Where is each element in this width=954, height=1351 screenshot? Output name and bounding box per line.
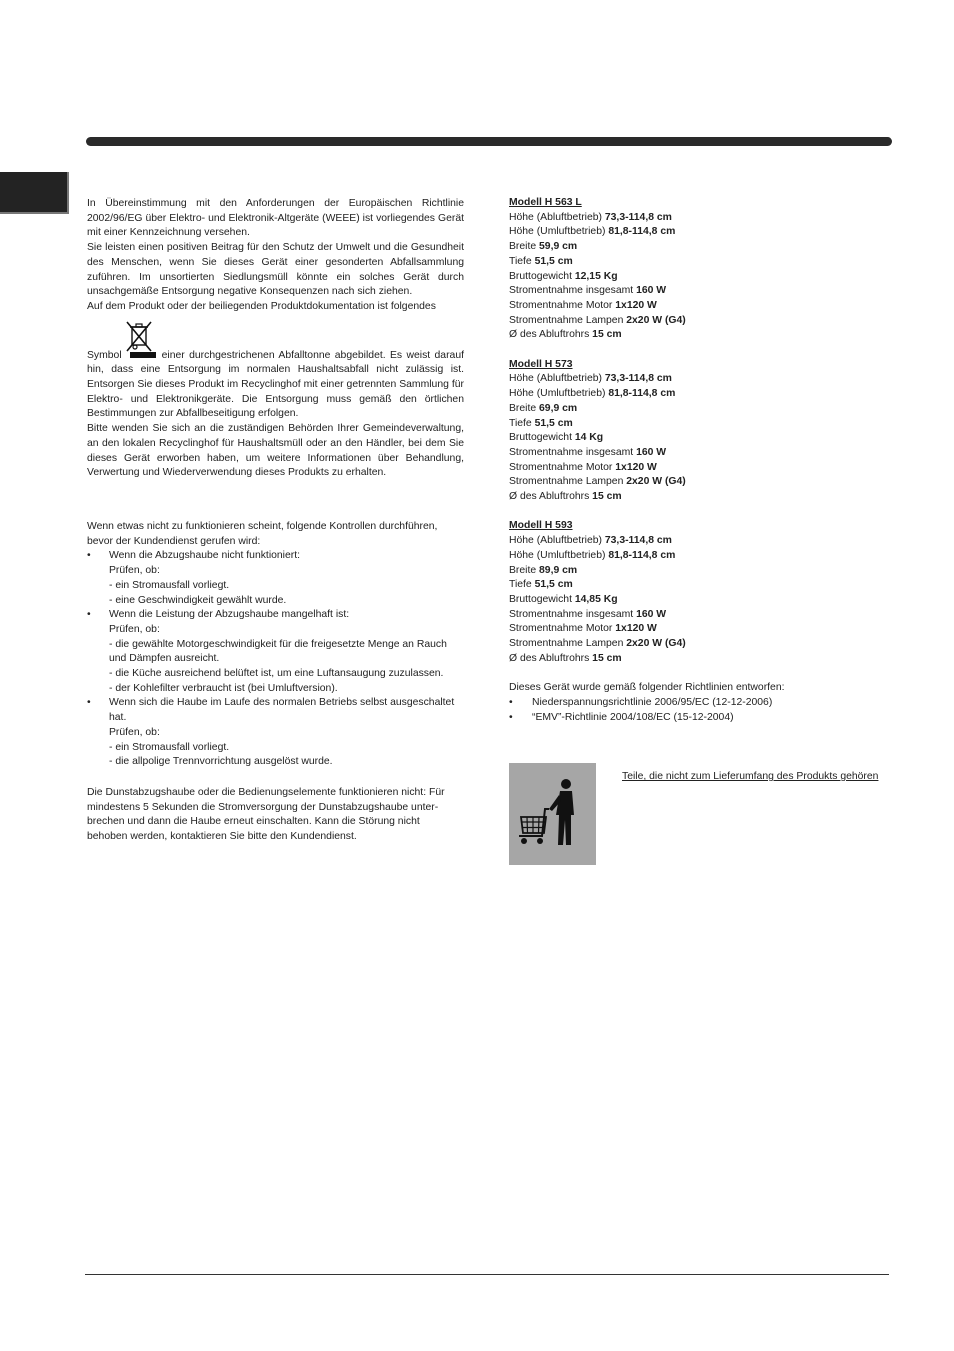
model-block-1 (509, 196, 899, 343)
directive-1 (509, 696, 899, 711)
spec-power-total: Stromentnahme insgesamt 160 W (509, 608, 667, 620)
spec-weight: Bruttogewicht 14,85 Kg (509, 593, 618, 605)
spec-power-motor: Stromentnahme Motor 1x120 W (509, 461, 657, 473)
trouble-item-3-title-a: Wenn sich die Haube im Laufe des normalen Betriebs selbst ausgeschaltet (109, 697, 455, 709)
header-bar (86, 137, 892, 146)
symbol-description: einer durchgestrichenen Abfalltonne abgebildet. Es weist darauf hin, dass eine Entsorgung im normalen Haushaltsabfall nicht zulässig ist. Entsorgen Sie dieses Produkt im Recyclinghof mit einer getrennten Sammlung für Elektro- und Elektronikgeräte. Die Entsorgung muss gemäß den örtlichen Bestimmungen zur Abfallbeseitigung erfolgen. (87, 349, 464, 420)
spec-weight: Bruttogewicht 12,15 Kg (509, 270, 618, 282)
trouble-item-3-sub-1: - ein Stromausfall vorliegt. (109, 741, 230, 753)
weee-paragraph-1: In Übereinstimmung mit den Anforderungen der Europäischen Richtlinie 2002/96/EG über Elektro- und Elektronik-Altgeräte (WEEE) ist vorliegendes Gerät mit einer Kennzeichnung versehen. (87, 198, 464, 239)
reset-line-2: mindestens 5 Sekunden die Stromversorgung der Dunstabzugshaube unter- (87, 801, 439, 813)
spec-width: Breite 69,9 cm (509, 402, 578, 414)
symbol-bar-icon (130, 352, 156, 358)
spec-height-exhaust: Höhe (Abluftbetrieb) 73,3-114,8 cm (509, 535, 672, 547)
spec-duct-diameter: Ø des Abluftrohrs 15 cm (509, 652, 622, 664)
bullet: • (509, 696, 513, 708)
model-block-3 (509, 519, 899, 666)
spec-power-lamps: Stromentnahme Lampen 2x20 W (G4) (509, 638, 686, 650)
trouble-item-2 (87, 608, 464, 623)
directive-2-text: “EMV”-Richtlinie 2004/108/EC (15-12-2004) (532, 711, 734, 723)
trouble-item-3-title-b: hat. (109, 712, 127, 724)
spec-height-recirc: Höhe (Umluftbetrieb) 81,8-114,8 cm (509, 549, 676, 561)
spec-duct-diameter: Ø des Abluftrohrs 15 cm (509, 491, 622, 503)
directive-2 (509, 711, 899, 726)
weee-paragraph-2: Sie leisten einen positiven Beitrag für den Schutz der Umwelt und die Gesundheit des Menschen, wenn Sie dieses Gerät einer gesonderten Abfallsammlung zuführen. Im unsortierten Siedlungsmüll könnte ein solches Gerät durch unsachgemäße Entsorgung negative Konsequenzen nach sich ziehen. (87, 242, 464, 298)
language-tab (0, 172, 69, 214)
trouble-item-2-title: Wenn die Leistung der Abzugshaube mangelhaft ist: (109, 609, 350, 621)
model-title: Modell H 563 L (509, 197, 582, 208)
reset-line-4: behoben werden, kontaktieren Sie bitte den Kundendienst. (87, 831, 357, 843)
spec-power-total: Stromentnahme insgesamt 160 W (509, 446, 667, 458)
bullet: • (509, 711, 513, 723)
trouble-item-3 (87, 696, 464, 711)
spec-width: Breite 89,9 cm (509, 564, 578, 576)
directive-1-text: Niederspannungsrichtlinie 2006/95/EC (12-12-2006) (532, 696, 773, 708)
trouble-item-1-check: Prüfen, ob: (109, 565, 160, 577)
spec-weight: Bruttogewicht 14 Kg (509, 432, 604, 444)
reset-section (87, 786, 464, 845)
footer-line (85, 1274, 889, 1275)
weee-paragraph-3: Auf dem Produkt oder der beiliegenden Produktdokumentation ist folgendes (87, 300, 436, 312)
directives-intro: Dieses Gerät wurde gemäß folgender Richtlinien entworfen: (509, 682, 785, 694)
spec-height-recirc: Höhe (Umluftbetrieb) 81,8-114,8 cm (509, 226, 676, 238)
trouble-item-2-sub-1b: und Dämpfen ausreicht. (109, 653, 220, 665)
spec-depth: Tiefe 51,5 cm (509, 579, 573, 591)
trouble-item-1-sub-1: - ein Stromausfall vorliegt. (109, 579, 230, 591)
reset-line-3: brechen und dann die Haube erneut einschalten. Kann die Störung nicht (87, 816, 420, 828)
trouble-intro-2: bevor der Kundendienst gerufen wird: (87, 535, 261, 547)
trouble-item-1-title: Wenn die Abzugshaube nicht funktioniert: (109, 550, 301, 562)
spec-height-exhaust: Höhe (Abluftbetrieb) 73,3-114,8 cm (509, 373, 672, 385)
model-title: Modell H 593 (509, 520, 573, 532)
shopping-cart-person-icon (509, 763, 596, 865)
cart-person-drawing (509, 763, 596, 865)
bullet: • (87, 697, 91, 709)
bullet: • (87, 609, 91, 621)
weee-paragraph-4 (87, 349, 464, 423)
weee-paragraph-5: Bitte wenden Sie sich an die zuständigen Behörden Ihrer Gemeindeverwaltung, an den lokalen Recyclinghof für Haushaltsmüll oder an den Händler, bei dem Sie dieses Gerät erworben haben, um weitere Informationen über Behandlung, Verwertung und Wiederverwendung dieses Produkts zu erhalten. (87, 423, 464, 479)
trouble-item-3-check: Prüfen, ob: (109, 726, 160, 738)
trouble-item-1 (87, 549, 464, 564)
reset-line-1: Die Dunstabzugshaube oder die Bedienungselemente funktionieren nicht: Für (87, 787, 445, 798)
trouble-item-3-sub-2: - die allpolige Trennvorrichtung ausgelöst wurde. (109, 756, 333, 768)
spec-depth: Tiefe 51,5 cm (509, 255, 573, 267)
spec-height-recirc: Höhe (Umluftbetrieb) 81,8-114,8 cm (509, 388, 676, 400)
spec-power-total: Stromentnahme insgesamt 160 W (509, 285, 667, 297)
symbol-word: Symbol (87, 349, 122, 361)
spec-width: Breite 59,9 cm (509, 241, 578, 253)
spec-height-exhaust: Höhe (Abluftbetrieb) 73,3-114,8 cm (509, 211, 672, 223)
trouble-item-2-sub-1a: - die gewählte Motorgeschwindigkeit für die freigesetzte Menge an Rauch (109, 638, 447, 650)
troubleshooting-section (87, 520, 464, 770)
model-block-2 (509, 358, 899, 505)
spec-power-lamps: Stromentnahme Lampen 2x20 W (G4) (509, 476, 686, 488)
spec-depth: Tiefe 51,5 cm (509, 417, 573, 429)
weee-section (87, 197, 464, 481)
trouble-item-2-check: Prüfen, ob: (109, 623, 160, 635)
trouble-item-1-sub-2: - eine Geschwindigkeit gewählt wurde. (109, 594, 287, 606)
specifications-section (509, 196, 899, 725)
accessory-caption: Teile, die nicht zum Lieferumfang des Produkts gehören (622, 771, 879, 782)
trouble-item-2-sub-2: - die Küche ausreichend belüftet ist, um eine Luftansaugung zuzulassen. (109, 668, 444, 680)
bullet: • (87, 550, 91, 562)
spec-power-motor: Stromentnahme Motor 1x120 W (509, 299, 657, 311)
trouble-item-2-sub-3: - der Kohlefilter verbraucht ist (bei Umluftversion). (109, 682, 338, 694)
trouble-intro-1: Wenn etwas nicht zu funktionieren scheint, folgende Kontrollen durchführen, (87, 521, 438, 532)
model-title: Modell H 573 (509, 358, 573, 370)
spec-power-lamps: Stromentnahme Lampen 2x20 W (G4) (509, 314, 686, 326)
spec-duct-diameter: Ø des Abluftrohrs 15 cm (509, 329, 622, 341)
spec-power-motor: Stromentnahme Motor 1x120 W (509, 623, 657, 635)
